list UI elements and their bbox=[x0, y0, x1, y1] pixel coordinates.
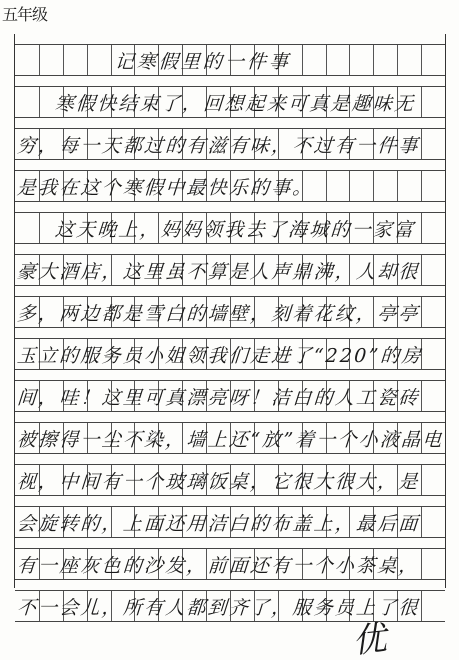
grid-cell-divider bbox=[421, 507, 422, 537]
essay-line: 有一座灰色的沙发，前面还有一个小茶桌， bbox=[16, 554, 421, 577]
essay-title: 记寒假里的一件事 bbox=[114, 50, 292, 73]
grid-cell-divider bbox=[373, 45, 374, 75]
grid-row bbox=[15, 254, 445, 286]
grid-cell-divider bbox=[39, 87, 40, 117]
grid-row bbox=[15, 86, 445, 118]
grid-row bbox=[15, 128, 445, 160]
essay-line: 寒假快结束了，回想起来可真是趣味无 bbox=[54, 92, 417, 115]
grid-cell-divider bbox=[302, 45, 303, 75]
grid-row bbox=[15, 548, 445, 580]
grid-row bbox=[15, 212, 445, 244]
essay-line: 被擦得一尘不染，墙上还“放”着一个小液晶电 bbox=[16, 428, 445, 451]
essay-line: 不一会儿，所有人都到齐了，服务员上了很 bbox=[16, 596, 421, 619]
grid-cell-divider bbox=[421, 255, 422, 285]
grid-cell-divider bbox=[421, 549, 422, 579]
essay-line: 是我在这个寒假中最快乐的事。 bbox=[16, 176, 315, 199]
grid-row bbox=[15, 338, 445, 370]
grid-row bbox=[15, 380, 445, 412]
grid-row bbox=[15, 506, 445, 538]
essay-line: 穷，每一天都过的有滋有味，不过有一件事 bbox=[16, 134, 421, 157]
grid-cell-divider bbox=[87, 45, 88, 75]
grid-cell-divider bbox=[421, 87, 422, 117]
writing-grid bbox=[14, 34, 446, 619]
grid-cell-divider bbox=[349, 171, 350, 201]
grid-cell-divider bbox=[421, 129, 422, 159]
grid-cell-divider bbox=[63, 45, 64, 75]
grade-label: 五年级 bbox=[2, 5, 48, 24]
grid-cell-divider bbox=[421, 171, 422, 201]
grid-row bbox=[15, 422, 445, 454]
grid-cell-divider bbox=[326, 171, 327, 201]
essay-line: 多，两边都是雪白的墙壁，刻着花纹，亭亭 bbox=[16, 302, 421, 325]
grid-cell-divider bbox=[349, 45, 350, 75]
essay-line: 视，中间有一个玻璃饭桌，它很大很大，是 bbox=[16, 470, 421, 493]
grid-cell-divider bbox=[421, 381, 422, 411]
grid-cell-divider bbox=[421, 297, 422, 327]
grid-cell-divider bbox=[397, 45, 398, 75]
grid-row bbox=[15, 170, 445, 202]
grid-cell-divider bbox=[421, 213, 422, 243]
grid-cell-divider bbox=[421, 45, 422, 75]
grid-cell-divider bbox=[421, 591, 422, 621]
grid-cell-divider bbox=[39, 213, 40, 243]
essay-line: 间，哇！这里可真漂亮呀！洁白的人工瓷砖 bbox=[16, 386, 421, 409]
grid-cell-divider bbox=[397, 171, 398, 201]
grid-cell-divider bbox=[373, 171, 374, 201]
essay-line: 会旋转的，上面还用洁白的布盖上，最后面 bbox=[16, 512, 421, 535]
grid-cell-divider bbox=[326, 45, 327, 75]
grid-row-title bbox=[15, 44, 445, 76]
grid-cell-divider bbox=[111, 45, 112, 75]
grid-row bbox=[15, 296, 445, 328]
teacher-signature: 优 bbox=[350, 618, 389, 662]
essay-line: 这天晚上，妈妈领我去了海城的一家富 bbox=[54, 218, 417, 241]
grid-cell-divider bbox=[39, 45, 40, 75]
grid-cell-divider bbox=[421, 465, 422, 495]
essay-line: 玉立的服务员小姐领我们走进了“220”的房 bbox=[16, 344, 424, 367]
grid-row bbox=[15, 464, 445, 496]
essay-line: 豪大酒店，这里虽不算是人声鼎沸，人却很 bbox=[16, 260, 421, 283]
